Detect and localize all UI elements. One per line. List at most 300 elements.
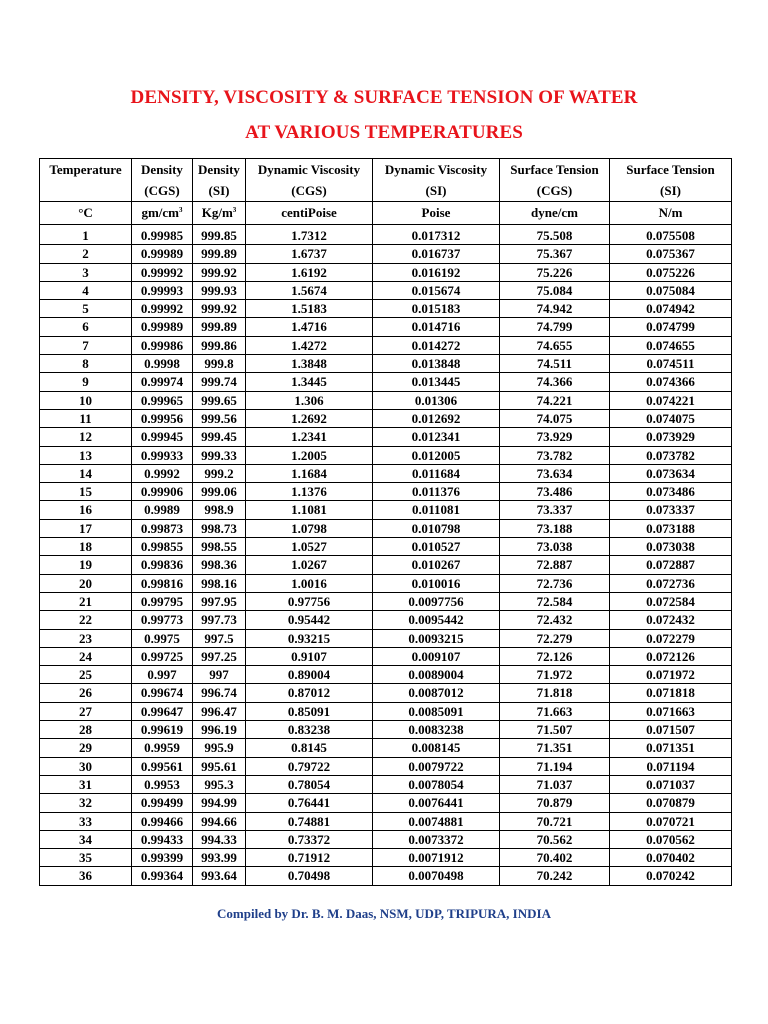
cell-temperature: 34 — [40, 830, 132, 848]
cell-viscosity-cgs: 1.0798 — [246, 519, 373, 537]
cell-surface-tension-cgs: 74.221 — [500, 391, 610, 409]
cell-viscosity-si: 0.014716 — [373, 318, 500, 336]
table-row — [40, 318, 732, 336]
cell-viscosity-cgs: 1.2341 — [246, 428, 373, 446]
cell-viscosity-si: 0.010798 — [373, 519, 500, 537]
cell-surface-tension-cgs: 72.584 — [500, 592, 610, 610]
cell-surface-tension-cgs: 74.511 — [500, 355, 610, 373]
cell-viscosity-si: 0.014272 — [373, 336, 500, 354]
cell-surface-tension-cgs: 71.972 — [500, 666, 610, 684]
cell-surface-tension-si: 0.072279 — [610, 629, 732, 647]
table-row — [40, 391, 732, 409]
cell-temperature: 6 — [40, 318, 132, 336]
header-system-surface-si: (SI) — [610, 180, 732, 202]
cell-surface-tension-si: 0.074511 — [610, 355, 732, 373]
table-row — [40, 867, 732, 885]
table-row — [40, 428, 732, 446]
cell-density-cgs: 0.99965 — [132, 391, 193, 409]
cell-temperature: 30 — [40, 757, 132, 775]
cell-temperature: 27 — [40, 702, 132, 720]
table-row — [40, 812, 732, 830]
cell-density-si: 999.89 — [193, 245, 246, 263]
cell-density-si: 998.36 — [193, 556, 246, 574]
cell-temperature: 14 — [40, 464, 132, 482]
cell-surface-tension-cgs: 73.486 — [500, 483, 610, 501]
cell-viscosity-si: 0.010527 — [373, 538, 500, 556]
cell-viscosity-si: 0.0079722 — [373, 757, 500, 775]
cell-surface-tension-cgs: 71.663 — [500, 702, 610, 720]
table-row — [40, 757, 732, 775]
cell-viscosity-cgs: 1.0016 — [246, 574, 373, 592]
cell-temperature: 10 — [40, 391, 132, 409]
cell-viscosity-si: 0.009107 — [373, 647, 500, 665]
cell-density-cgs: 0.99619 — [132, 721, 193, 739]
cell-density-si: 999.89 — [193, 318, 246, 336]
cell-viscosity-si: 0.012341 — [373, 428, 500, 446]
cell-viscosity-cgs: 1.6192 — [246, 263, 373, 281]
unit-viscosity-cgs: centiPoise — [246, 202, 373, 225]
table-row — [40, 849, 732, 867]
cell-viscosity-si: 0.016192 — [373, 263, 500, 281]
cell-surface-tension-si: 0.072584 — [610, 592, 732, 610]
cell-density-cgs: 0.9989 — [132, 501, 193, 519]
unit-density-cgs: $gm/cm^3$ — [132, 202, 193, 225]
cell-density-si: 999.45 — [193, 428, 246, 446]
cell-density-si: 996.47 — [193, 702, 246, 720]
table-row — [40, 355, 732, 373]
cell-temperature: 32 — [40, 794, 132, 812]
cell-surface-tension-cgs: 75.084 — [500, 281, 610, 299]
table-row — [40, 775, 732, 793]
cell-viscosity-cgs: 0.85091 — [246, 702, 373, 720]
cell-temperature: 8 — [40, 355, 132, 373]
cell-viscosity-cgs: 0.78054 — [246, 775, 373, 793]
cell-viscosity-si: 0.013848 — [373, 355, 500, 373]
cell-surface-tension-si: 0.072432 — [610, 611, 732, 629]
cell-viscosity-cgs: 0.70498 — [246, 867, 373, 885]
cell-viscosity-si: 0.01306 — [373, 391, 500, 409]
unit-surface-si: N/m — [610, 202, 732, 225]
cell-density-si: 999.06 — [193, 483, 246, 501]
cell-viscosity-cgs: 1.3848 — [246, 355, 373, 373]
cell-surface-tension-cgs: 72.432 — [500, 611, 610, 629]
cell-viscosity-si: 0.016737 — [373, 245, 500, 263]
cell-density-cgs: 0.99399 — [132, 849, 193, 867]
cell-viscosity-si: 0.0085091 — [373, 702, 500, 720]
cell-density-cgs: 0.99986 — [132, 336, 193, 354]
cell-density-si: 995.61 — [193, 757, 246, 775]
cell-surface-tension-si: 0.071037 — [610, 775, 732, 793]
cell-temperature: 28 — [40, 721, 132, 739]
cell-surface-tension-si: 0.071194 — [610, 757, 732, 775]
cell-viscosity-si: 0.0078054 — [373, 775, 500, 793]
cell-temperature: 5 — [40, 300, 132, 318]
cell-viscosity-si: 0.0074881 — [373, 812, 500, 830]
cell-density-cgs: 0.99674 — [132, 684, 193, 702]
table-row — [40, 245, 732, 263]
cell-density-cgs: 0.99933 — [132, 446, 193, 464]
cell-viscosity-si: 0.012692 — [373, 409, 500, 427]
cell-temperature: 21 — [40, 592, 132, 610]
cell-viscosity-cgs: 1.1081 — [246, 501, 373, 519]
cell-surface-tension-si: 0.074075 — [610, 409, 732, 427]
cell-viscosity-si: 0.008145 — [373, 739, 500, 757]
cell-temperature: 26 — [40, 684, 132, 702]
cell-density-si: 994.33 — [193, 830, 246, 848]
cell-density-cgs: 0.99906 — [132, 483, 193, 501]
header-temperature: Temperature — [40, 159, 132, 181]
header-system-viscosity-si: (SI) — [373, 180, 500, 202]
footer-credit: Compiled by Dr. B. M. Daas, NSM, UDP, TRIPURA, INDIA — [217, 906, 551, 921]
cell-viscosity-cgs: 0.83238 — [246, 721, 373, 739]
cell-viscosity-si: 0.0083238 — [373, 721, 500, 739]
cell-viscosity-cgs: 1.1684 — [246, 464, 373, 482]
table-row — [40, 574, 732, 592]
cell-viscosity-si: 0.0093215 — [373, 629, 500, 647]
table-row — [40, 684, 732, 702]
cell-surface-tension-cgs: 74.655 — [500, 336, 610, 354]
cell-viscosity-cgs: 0.89004 — [246, 666, 373, 684]
cell-viscosity-cgs: 0.73372 — [246, 830, 373, 848]
cell-density-si: 999.33 — [193, 446, 246, 464]
table-row — [40, 409, 732, 427]
cell-density-si: 993.64 — [193, 867, 246, 885]
cell-temperature: 19 — [40, 556, 132, 574]
cell-temperature: 13 — [40, 446, 132, 464]
table-row — [40, 702, 732, 720]
cell-viscosity-si: 0.0071912 — [373, 849, 500, 867]
cell-viscosity-si: 0.010016 — [373, 574, 500, 592]
cell-surface-tension-si: 0.071507 — [610, 721, 732, 739]
cell-temperature: 31 — [40, 775, 132, 793]
cell-surface-tension-si: 0.071818 — [610, 684, 732, 702]
cell-surface-tension-si: 0.073634 — [610, 464, 732, 482]
cell-viscosity-si: 0.0076441 — [373, 794, 500, 812]
table-row — [40, 519, 732, 537]
header-row-systems — [40, 180, 732, 202]
unit-temperature: °C — [40, 202, 132, 225]
cell-viscosity-cgs: 1.4716 — [246, 318, 373, 336]
cell-viscosity-cgs: 1.1376 — [246, 483, 373, 501]
table-row — [40, 629, 732, 647]
cell-density-si: 993.99 — [193, 849, 246, 867]
cell-density-cgs: 0.9975 — [132, 629, 193, 647]
cell-surface-tension-si: 0.074799 — [610, 318, 732, 336]
header-density-si: Density — [193, 159, 246, 181]
cell-viscosity-cgs: 0.87012 — [246, 684, 373, 702]
cell-density-cgs: 0.99855 — [132, 538, 193, 556]
cell-surface-tension-cgs: 72.279 — [500, 629, 610, 647]
cell-density-cgs: 0.99466 — [132, 812, 193, 830]
cell-viscosity-cgs: 1.7312 — [246, 225, 373, 245]
table-row — [40, 592, 732, 610]
table-row — [40, 464, 732, 482]
cell-viscosity-si: 0.012005 — [373, 446, 500, 464]
cell-surface-tension-cgs: 73.634 — [500, 464, 610, 482]
cell-surface-tension-si: 0.072887 — [610, 556, 732, 574]
cell-surface-tension-si: 0.075226 — [610, 263, 732, 281]
cell-viscosity-si: 0.0095442 — [373, 611, 500, 629]
cell-surface-tension-cgs: 71.507 — [500, 721, 610, 739]
cell-density-cgs: 0.99989 — [132, 318, 193, 336]
table-row — [40, 794, 732, 812]
cell-viscosity-cgs: 0.93215 — [246, 629, 373, 647]
cell-temperature: 9 — [40, 373, 132, 391]
cell-temperature: 20 — [40, 574, 132, 592]
cell-density-si: 999.74 — [193, 373, 246, 391]
cell-viscosity-si: 0.015674 — [373, 281, 500, 299]
cell-density-si: 994.99 — [193, 794, 246, 812]
cell-density-si: 998.9 — [193, 501, 246, 519]
cell-surface-tension-cgs: 70.402 — [500, 849, 610, 867]
cell-density-cgs: 0.99992 — [132, 263, 193, 281]
cell-density-si: 998.55 — [193, 538, 246, 556]
cell-viscosity-cgs: 0.95442 — [246, 611, 373, 629]
cell-viscosity-cgs: 1.5183 — [246, 300, 373, 318]
cell-surface-tension-si: 0.070562 — [610, 830, 732, 848]
cell-density-cgs: 0.997 — [132, 666, 193, 684]
header-viscosity-si: Dynamic Viscosity — [373, 159, 500, 181]
cell-density-cgs: 0.99989 — [132, 245, 193, 263]
cell-viscosity-cgs: 0.76441 — [246, 794, 373, 812]
cell-viscosity-cgs: 0.71912 — [246, 849, 373, 867]
cell-surface-tension-si: 0.075367 — [610, 245, 732, 263]
cell-surface-tension-cgs: 70.721 — [500, 812, 610, 830]
cell-density-cgs: 0.9992 — [132, 464, 193, 482]
cell-density-cgs: 0.99836 — [132, 556, 193, 574]
cell-surface-tension-si: 0.074366 — [610, 373, 732, 391]
cell-surface-tension-si: 0.073782 — [610, 446, 732, 464]
cell-temperature: 33 — [40, 812, 132, 830]
cell-surface-tension-si: 0.070402 — [610, 849, 732, 867]
cell-surface-tension-si: 0.075084 — [610, 281, 732, 299]
cell-density-cgs: 0.99725 — [132, 647, 193, 665]
table-row — [40, 501, 732, 519]
header-system-density-cgs: (CGS) — [132, 180, 193, 202]
cell-surface-tension-cgs: 75.508 — [500, 225, 610, 245]
cell-temperature: 23 — [40, 629, 132, 647]
cell-density-cgs: 0.99499 — [132, 794, 193, 812]
cell-density-cgs: 0.99945 — [132, 428, 193, 446]
table-row — [40, 538, 732, 556]
cell-surface-tension-cgs: 73.337 — [500, 501, 610, 519]
cell-viscosity-cgs: 0.9107 — [246, 647, 373, 665]
cell-temperature: 25 — [40, 666, 132, 684]
header-row-names — [40, 159, 732, 181]
cell-density-si: 999.92 — [193, 263, 246, 281]
cell-viscosity-cgs: 1.0267 — [246, 556, 373, 574]
cell-surface-tension-si: 0.070721 — [610, 812, 732, 830]
cell-surface-tension-cgs: 74.366 — [500, 373, 610, 391]
cell-viscosity-cgs: 1.2005 — [246, 446, 373, 464]
table-row — [40, 647, 732, 665]
cell-surface-tension-cgs: 74.799 — [500, 318, 610, 336]
cell-density-cgs: 0.99433 — [132, 830, 193, 848]
cell-surface-tension-cgs: 70.879 — [500, 794, 610, 812]
cell-viscosity-cgs: 1.3445 — [246, 373, 373, 391]
cell-surface-tension-cgs: 71.037 — [500, 775, 610, 793]
cell-surface-tension-si: 0.075508 — [610, 225, 732, 245]
header-system-density-si: (SI) — [193, 180, 246, 202]
cell-viscosity-si: 0.011684 — [373, 464, 500, 482]
cell-surface-tension-cgs: 70.562 — [500, 830, 610, 848]
cell-surface-tension-cgs: 72.736 — [500, 574, 610, 592]
cell-viscosity-si: 0.0070498 — [373, 867, 500, 885]
cell-temperature: 36 — [40, 867, 132, 885]
cell-viscosity-si: 0.011081 — [373, 501, 500, 519]
table-row — [40, 721, 732, 739]
cell-density-cgs: 0.99992 — [132, 300, 193, 318]
cell-viscosity-cgs: 1.0527 — [246, 538, 373, 556]
cell-surface-tension-cgs: 71.818 — [500, 684, 610, 702]
cell-viscosity-si: 0.0087012 — [373, 684, 500, 702]
cell-density-cgs: 0.99956 — [132, 409, 193, 427]
cell-viscosity-cgs: 1.306 — [246, 391, 373, 409]
page-subtitle: AT VARIOUS TEMPERATURES — [245, 122, 523, 143]
cell-temperature: 15 — [40, 483, 132, 501]
cell-viscosity-cgs: 0.8145 — [246, 739, 373, 757]
cell-temperature: 17 — [40, 519, 132, 537]
cell-surface-tension-si: 0.073188 — [610, 519, 732, 537]
cell-viscosity-si: 0.010267 — [373, 556, 500, 574]
cell-density-cgs: 0.99561 — [132, 757, 193, 775]
table-row — [40, 300, 732, 318]
cell-viscosity-cgs: 0.74881 — [246, 812, 373, 830]
cell-surface-tension-si: 0.073929 — [610, 428, 732, 446]
cell-temperature: 2 — [40, 245, 132, 263]
cell-density-si: 999.65 — [193, 391, 246, 409]
cell-surface-tension-cgs: 71.194 — [500, 757, 610, 775]
cell-density-si: 999.92 — [193, 300, 246, 318]
cell-surface-tension-si: 0.074942 — [610, 300, 732, 318]
cell-temperature: 7 — [40, 336, 132, 354]
cell-density-cgs: 0.99985 — [132, 225, 193, 245]
cell-density-si: 997.5 — [193, 629, 246, 647]
cell-surface-tension-si: 0.074221 — [610, 391, 732, 409]
cell-density-si: 999.93 — [193, 281, 246, 299]
cell-viscosity-si: 0.0089004 — [373, 666, 500, 684]
cell-temperature: 3 — [40, 263, 132, 281]
cell-surface-tension-si: 0.072126 — [610, 647, 732, 665]
cell-density-si: 994.66 — [193, 812, 246, 830]
cell-temperature: 11 — [40, 409, 132, 427]
cell-density-si: 999.56 — [193, 409, 246, 427]
cell-density-cgs: 0.99773 — [132, 611, 193, 629]
cell-viscosity-si: 0.0073372 — [373, 830, 500, 848]
table-row — [40, 225, 732, 245]
cell-surface-tension-si: 0.071972 — [610, 666, 732, 684]
cell-viscosity-cgs: 0.97756 — [246, 592, 373, 610]
cell-temperature: 1 — [40, 225, 132, 245]
unit-density-si: $Kg/m^3$ — [193, 202, 246, 225]
cell-density-si: 999.85 — [193, 225, 246, 245]
table-row — [40, 336, 732, 354]
header-surface-tension-cgs: Surface Tension — [500, 159, 610, 181]
table-row — [40, 739, 732, 757]
cell-density-si: 997.95 — [193, 592, 246, 610]
cell-surface-tension-si: 0.074655 — [610, 336, 732, 354]
cell-density-cgs: 0.99993 — [132, 281, 193, 299]
cell-surface-tension-cgs: 74.942 — [500, 300, 610, 318]
cell-density-cgs: 0.9998 — [132, 355, 193, 373]
page-title: DENSITY, VISCOSITY & SURFACE TENSION OF WATER — [130, 87, 638, 108]
cell-density-cgs: 0.99647 — [132, 702, 193, 720]
cell-surface-tension-si: 0.072736 — [610, 574, 732, 592]
cell-surface-tension-si: 0.070879 — [610, 794, 732, 812]
cell-density-si: 998.16 — [193, 574, 246, 592]
cell-surface-tension-si: 0.073038 — [610, 538, 732, 556]
cell-surface-tension-si: 0.070242 — [610, 867, 732, 885]
table-row — [40, 556, 732, 574]
cell-surface-tension-cgs: 73.782 — [500, 446, 610, 464]
cell-temperature: 16 — [40, 501, 132, 519]
header-row-units — [40, 202, 732, 225]
cell-surface-tension-cgs: 73.038 — [500, 538, 610, 556]
cell-surface-tension-cgs: 71.351 — [500, 739, 610, 757]
table-row — [40, 611, 732, 629]
cell-temperature: 24 — [40, 647, 132, 665]
cell-viscosity-si: 0.017312 — [373, 225, 500, 245]
table-row — [40, 373, 732, 391]
table-row — [40, 830, 732, 848]
cell-viscosity-si: 0.013445 — [373, 373, 500, 391]
cell-density-si: 995.9 — [193, 739, 246, 757]
header-system-viscosity-cgs: (CGS) — [246, 180, 373, 202]
header-system-surface-cgs: (CGS) — [500, 180, 610, 202]
unit-viscosity-si: Poise — [373, 202, 500, 225]
cell-density-cgs: 0.99873 — [132, 519, 193, 537]
cell-viscosity-si: 0.0097756 — [373, 592, 500, 610]
cell-density-si: 999.8 — [193, 355, 246, 373]
cell-density-si: 999.2 — [193, 464, 246, 482]
cell-density-cgs: 0.99795 — [132, 592, 193, 610]
cell-density-cgs: 0.99816 — [132, 574, 193, 592]
cell-viscosity-cgs: 1.4272 — [246, 336, 373, 354]
cell-surface-tension-si: 0.071351 — [610, 739, 732, 757]
cell-surface-tension-cgs: 72.887 — [500, 556, 610, 574]
table-row — [40, 483, 732, 501]
cell-temperature: 22 — [40, 611, 132, 629]
cell-density-si: 998.73 — [193, 519, 246, 537]
unit-surface-cgs: dyne/cm — [500, 202, 610, 225]
cell-density-si: 999.86 — [193, 336, 246, 354]
cell-surface-tension-cgs: 75.226 — [500, 263, 610, 281]
cell-surface-tension-cgs: 73.929 — [500, 428, 610, 446]
water-properties-table — [39, 158, 732, 886]
cell-density-si: 996.19 — [193, 721, 246, 739]
header-system-temperature — [40, 180, 132, 202]
cell-density-si: 996.74 — [193, 684, 246, 702]
cell-surface-tension-si: 0.071663 — [610, 702, 732, 720]
cell-density-si: 997.73 — [193, 611, 246, 629]
cell-viscosity-si: 0.015183 — [373, 300, 500, 318]
cell-density-si: 997 — [193, 666, 246, 684]
table-row — [40, 281, 732, 299]
cell-density-cgs: 0.99364 — [132, 867, 193, 885]
cell-surface-tension-si: 0.073486 — [610, 483, 732, 501]
header-viscosity-cgs: Dynamic Viscosity — [246, 159, 373, 181]
table-row — [40, 666, 732, 684]
cell-viscosity-cgs: 1.5674 — [246, 281, 373, 299]
table-body — [40, 225, 732, 886]
cell-viscosity-si: 0.011376 — [373, 483, 500, 501]
cell-density-cgs: 0.9953 — [132, 775, 193, 793]
cell-surface-tension-si: 0.073337 — [610, 501, 732, 519]
cell-viscosity-cgs: 1.6737 — [246, 245, 373, 263]
cell-surface-tension-cgs: 72.126 — [500, 647, 610, 665]
table-row — [40, 263, 732, 281]
cell-surface-tension-cgs: 75.367 — [500, 245, 610, 263]
